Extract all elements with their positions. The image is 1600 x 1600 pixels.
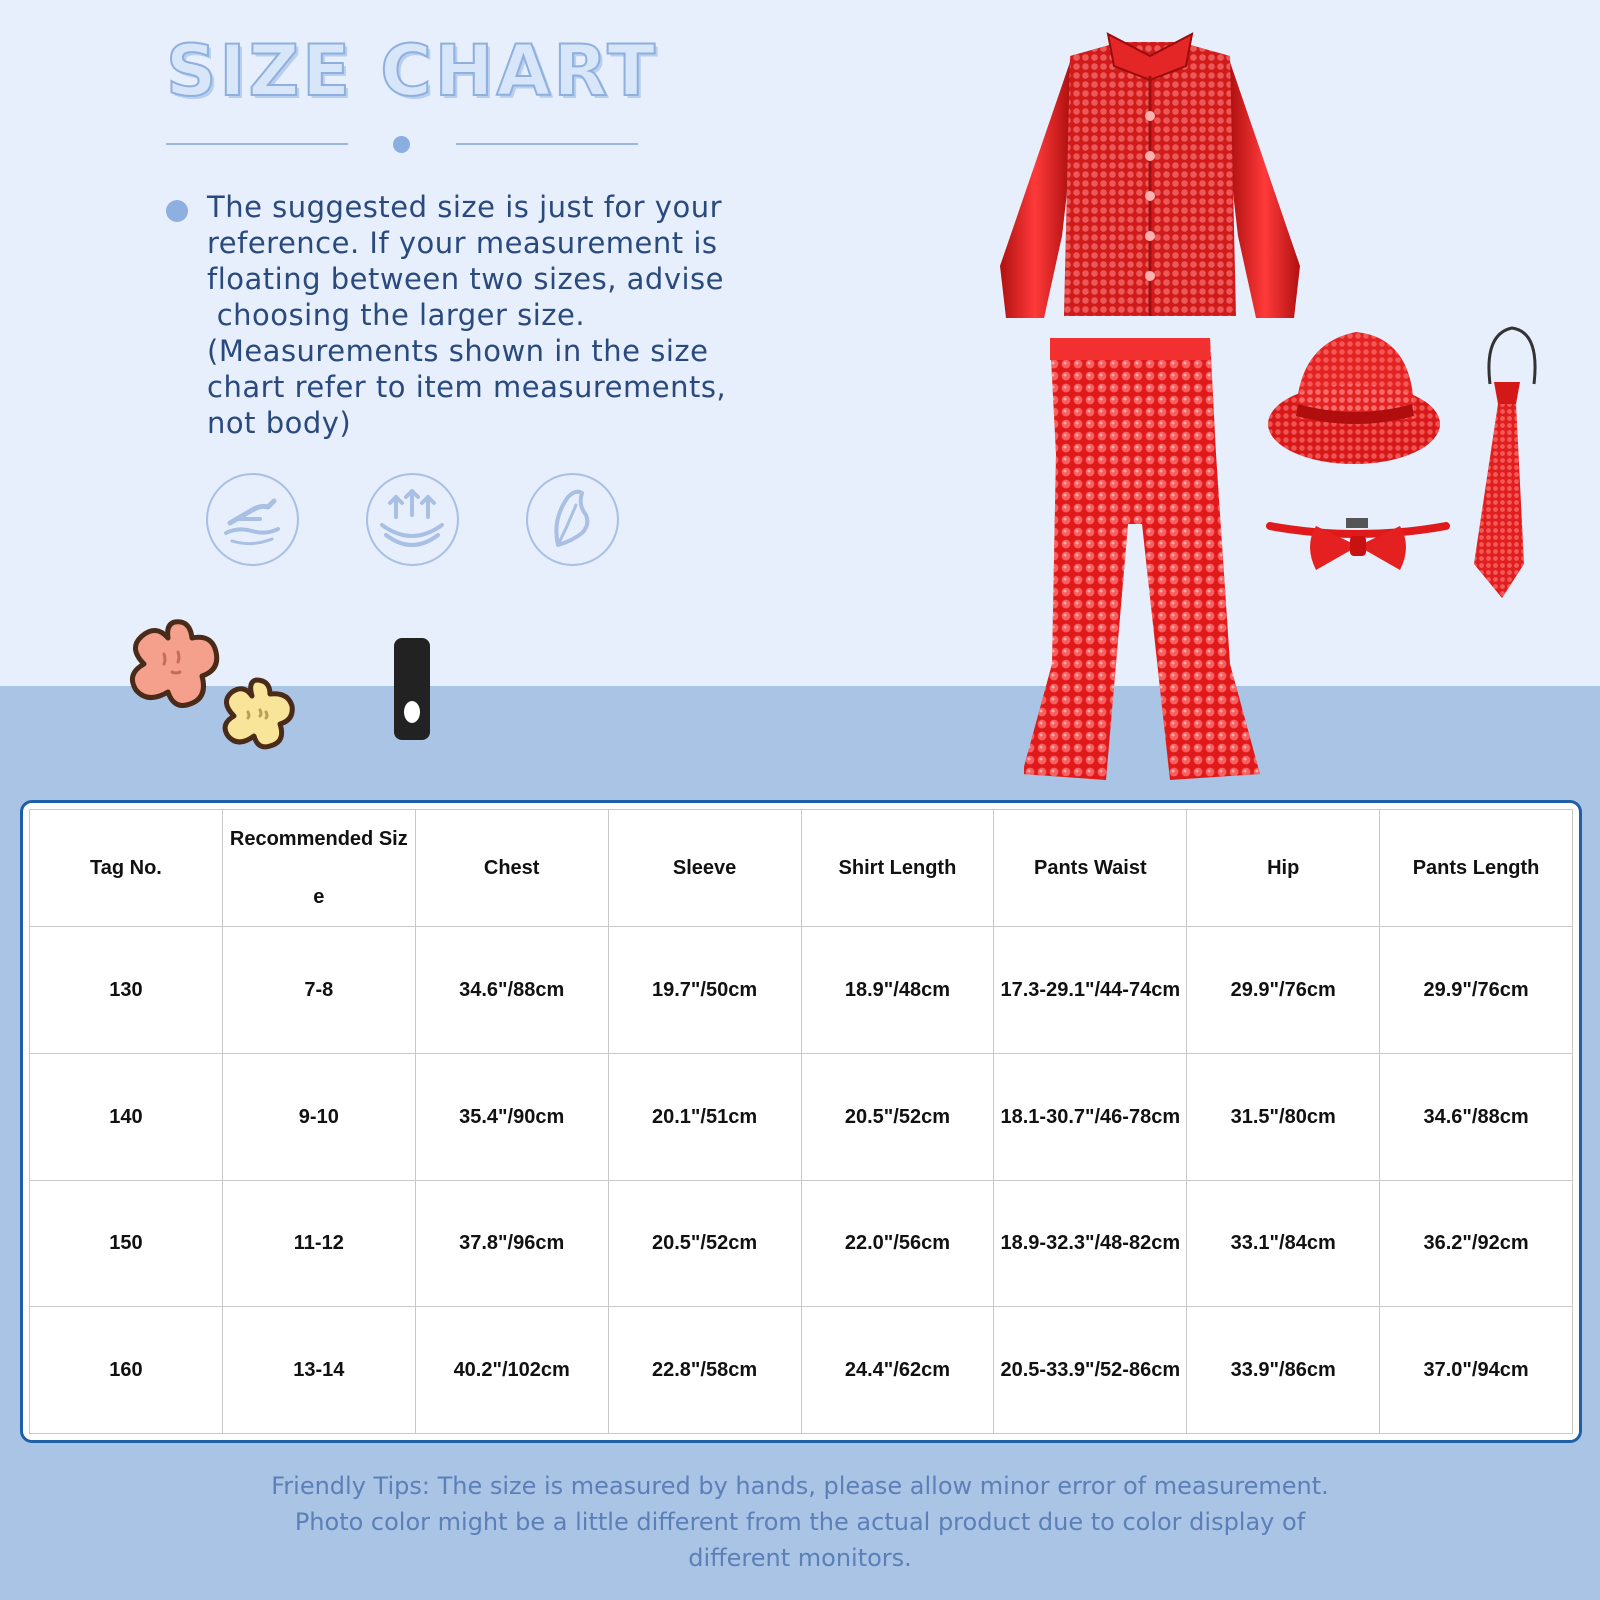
note-line: reference. If your measurement is: [207, 226, 718, 260]
header-recommended-size: Recommended Size: [222, 810, 415, 927]
sequin-shirt-image: [1000, 26, 1300, 330]
tips-line: different monitors.: [688, 1544, 912, 1572]
table-cell: 37.0"/94cm: [1380, 1307, 1573, 1434]
table-cell: 17.3-29.1"/44-74cm: [994, 927, 1187, 1054]
table-cell: 150: [30, 1180, 223, 1307]
table-cell: 20.5"/52cm: [608, 1180, 801, 1307]
table-row: [30, 927, 1573, 1054]
header-pants-waist: Pants Waist: [994, 810, 1187, 927]
table-cell: 18.1-30.7"/46-78cm: [994, 1053, 1187, 1180]
header-shirt-length: Shirt Length: [801, 810, 994, 927]
table-cell: 20.5-33.9"/52-86cm: [994, 1307, 1187, 1434]
tips-line: Photo color might be a little different from the actual product due to color display of: [294, 1508, 1306, 1536]
table-cell: 29.9"/76cm: [1380, 927, 1573, 1054]
header-sleeve: Sleeve: [608, 810, 801, 927]
bow-tie-image: [1266, 512, 1450, 578]
sequin-pants-image: [1024, 334, 1264, 786]
header-pants-length: Pants Length: [1380, 810, 1573, 927]
title-divider-right: [456, 143, 638, 145]
table-cell: 20.5"/52cm: [801, 1053, 994, 1180]
table-cell: 33.1"/84cm: [1187, 1180, 1380, 1307]
table-row: [30, 1180, 1573, 1307]
sequin-hat-image: [1266, 324, 1442, 474]
note-bullet-icon: [166, 200, 188, 222]
table-cell: 20.1"/51cm: [608, 1053, 801, 1180]
table-cell: 29.9"/76cm: [1187, 927, 1380, 1054]
title-divider-dot: [393, 136, 410, 153]
note-line: not body): [207, 406, 352, 440]
table-cell: 130: [30, 927, 223, 1054]
note-line: The suggested size is just for your: [207, 190, 723, 224]
header-chest: Chest: [415, 810, 608, 927]
table-row: [30, 1053, 1573, 1180]
title-divider-left: [166, 143, 348, 145]
table-cell: 37.8"/96cm: [415, 1180, 608, 1307]
sequin-necktie-image: [1464, 324, 1548, 604]
size-note: [207, 189, 847, 441]
page-title: SIZE CHART: [166, 30, 659, 112]
feather-icon: [526, 473, 619, 566]
friendly-tips: [0, 1468, 1600, 1576]
table-cell: 35.4"/90cm: [415, 1053, 608, 1180]
table-cell: 18.9-32.3"/48-82cm: [994, 1180, 1187, 1307]
soft-hand-icon: [206, 473, 299, 566]
table-cell: 13-14: [222, 1307, 415, 1434]
note-line: floating between two sizes, advise: [207, 262, 725, 296]
yellow-flower-icon: [214, 674, 300, 754]
table-cell: 18.9"/48cm: [801, 927, 994, 1054]
note-line: chart refer to item measurements,: [207, 370, 727, 404]
note-line: (Measurements shown in the size: [207, 334, 709, 368]
header-tag-no: Tag No.: [30, 810, 223, 927]
table-cell: 34.6"/88cm: [415, 927, 608, 1054]
table-row: [30, 1307, 1573, 1434]
table-cell: 36.2"/92cm: [1380, 1180, 1573, 1307]
note-line: choosing the larger size.: [207, 298, 586, 332]
table-cell: 19.7"/50cm: [608, 927, 801, 1054]
table-cell: 140: [30, 1053, 223, 1180]
toggle-switch-icon: [392, 636, 432, 742]
table-cell: 160: [30, 1307, 223, 1434]
table-cell: 24.4"/62cm: [801, 1307, 994, 1434]
table-cell: 40.2"/102cm: [415, 1307, 608, 1434]
table-cell: 31.5"/80cm: [1187, 1053, 1380, 1180]
table-cell: 7-8: [222, 927, 415, 1054]
header-hip: Hip: [1187, 810, 1380, 927]
table-cell: 22.8"/58cm: [608, 1307, 801, 1434]
table-cell: 11-12: [222, 1180, 415, 1307]
table-cell: 9-10: [222, 1053, 415, 1180]
size-table: [20, 800, 1582, 1443]
stretch-arrows-icon: [366, 473, 459, 566]
table-header-row: [30, 810, 1573, 927]
table-cell: 34.6"/88cm: [1380, 1053, 1573, 1180]
tips-line: Friendly Tips: The size is measured by hands, please allow minor error of measurement.: [271, 1472, 1329, 1500]
table-cell: 33.9"/86cm: [1187, 1307, 1380, 1434]
table-cell: 22.0"/56cm: [801, 1180, 994, 1307]
